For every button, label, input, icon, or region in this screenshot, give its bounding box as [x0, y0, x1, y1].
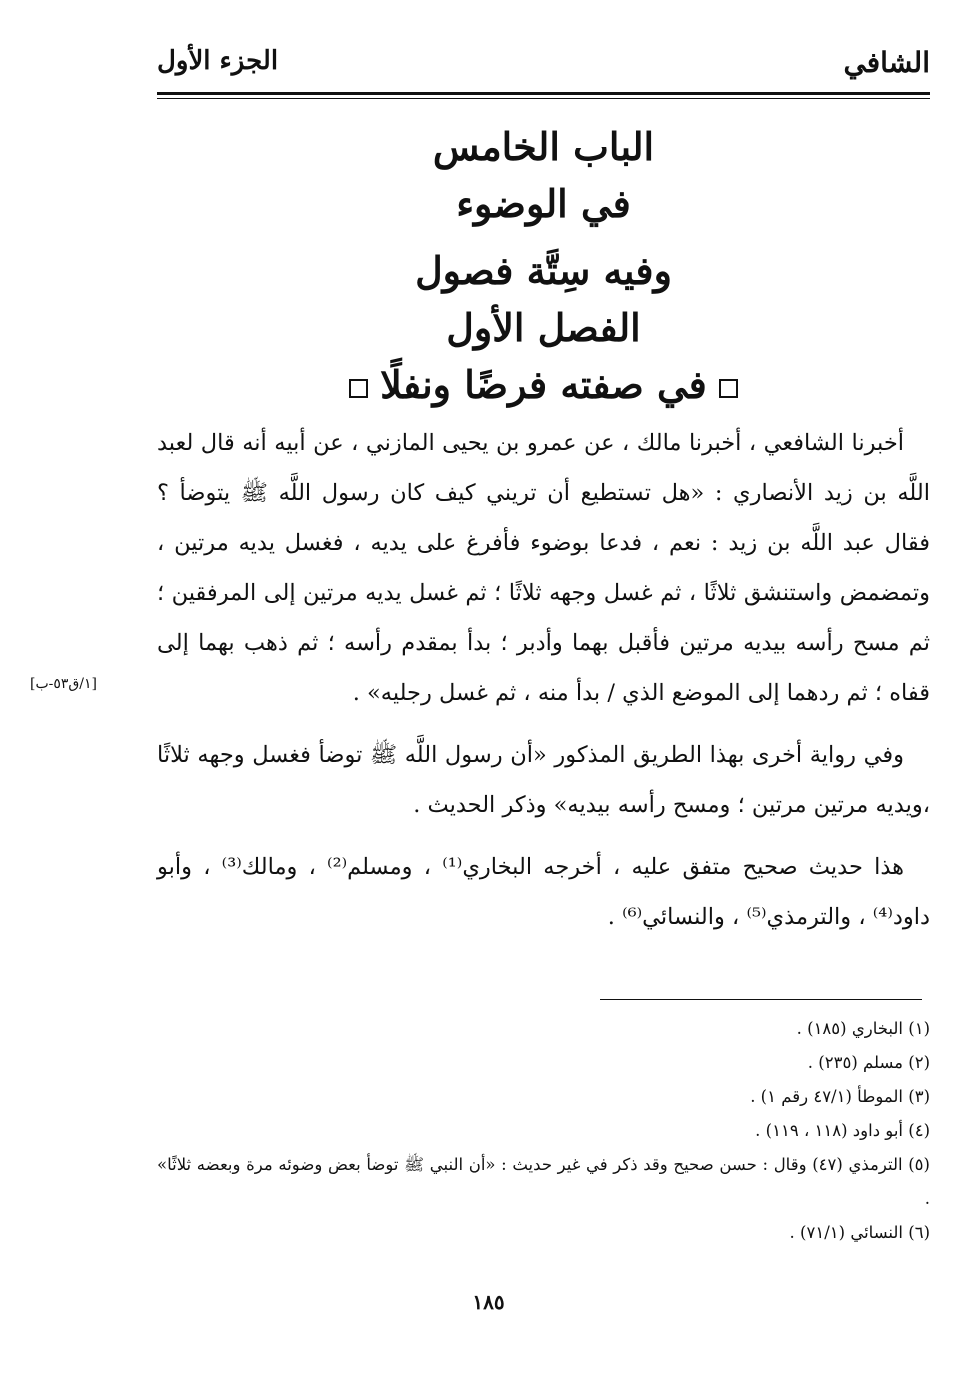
footnote-rule [600, 999, 922, 1000]
paragraph-other-narration: وفي رواية أخرى بهذا الطريق المذكور «أن رسول اللَّه ﷺ توضأ فغسل وجهه ثلاثًا ،ويديه مرتين مرتين ؛ ومسح رأسه بيديه» وذكر الحديث . [157, 742, 930, 818]
chapter-title: الباب الخامس [432, 124, 655, 169]
manuscript-folio-note: [١/ق٥٣-ب] [30, 676, 98, 692]
section-title: الفصل الأول [446, 305, 641, 350]
footnote: (٢) مسلم (٢٣٥) . [807, 1053, 930, 1072]
main-text [157, 418, 930, 954]
section-subtitle-line [157, 356, 930, 413]
header-rule-thin [157, 98, 930, 99]
footnote: (٥) الترمذي (٤٧) وقال : حسن صحيح وقد ذكر في غير حديث : «أن النبي ﷺ توضأ بعض وضوئه مرة وبعضه ثلاثًا» . [157, 1155, 930, 1208]
footnotes [157, 1012, 930, 1250]
chapter-sections-count: وفيه سِتَّة فصول [415, 248, 672, 293]
square-ornament-icon [349, 379, 368, 398]
footnote: (٤) أبو داود (١١٨ ، ١١٩) . [755, 1121, 930, 1140]
volume-label: الجزء الأول [157, 46, 279, 76]
running-header [157, 40, 930, 98]
square-ornament-icon [719, 379, 738, 398]
footnote: (٦) النسائي (٧١/١) . [789, 1223, 930, 1242]
paragraph-takhrij: هذا حديث صحيح متفق عليه ، أخرجه البخاري⁽¹⁾ ، ومسلم⁽²⁾ ، ومالك⁽³⁾ ، وأبو داود⁽⁴⁾ ، والترمذي⁽⁵⁾ ، والنسائي⁽⁶⁾ . [157, 854, 930, 930]
footnote: (٣) الموطأ (٤٧/١ رقم ١) . [750, 1087, 930, 1106]
book-title: الشافي [843, 46, 930, 79]
footnote: (١) البخاري (١٨٥) . [796, 1019, 930, 1038]
paragraph-hadith: أخبرنا الشافعي ، أخبرنا مالك ، عن عمرو بن يحيى المازني ، عن أبيه أنه قال لعبد اللَّه بن زيد الأنصاري : «هل تستطيع أن تريني كيف كان رسول اللَّه ﷺ يتوضأ ؟ فقال عبد اللَّه بن زيد : نعم ، فدعا بوضوء فأفرغ على يديه ، فغسل يديه مرتين ، وتمضمض واستنشق ثلاثًا ، ثم غسل وجهه ثلاثًا ؛ ثم غسل يديه مرتين إلى المرفقين ؛ ثم مسح رأسه بيديه مرتين فأقبل بهما وأدبر ؛ بدأ بمقدم رأسه ؛ ثم ذهب بهما إلى قفاه ؛ ثم ردهما إلى الموضع الذي / بدأ منه ، ثم غسل رجليه» . [157, 430, 930, 706]
page-number: ١٨٥ [472, 1290, 505, 1314]
chapter-subject: في الوضوء [456, 181, 631, 226]
header-rule [157, 92, 930, 95]
chapter-headings [157, 118, 930, 413]
section-subtitle: في صفته فرضًا ونفلًا [380, 362, 707, 407]
